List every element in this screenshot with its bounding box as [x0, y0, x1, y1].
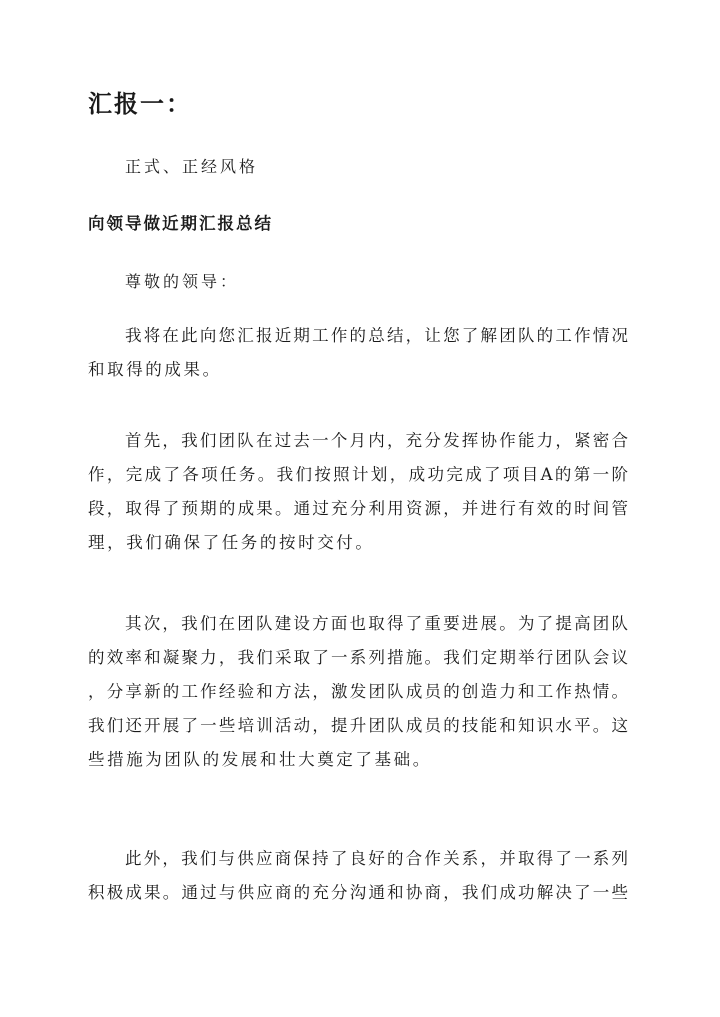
text-line: 首先，我们团队在过去一个月内，充分发挥协作能力，紧密合 — [125, 431, 628, 450]
text-line: 些措施为团队的发展和壮大奠定了基础。 — [88, 750, 432, 769]
text-line: 的效率和凝聚力，我们采取了一系列措施。我们定期举行团队会议 — [88, 648, 628, 667]
text-line: 积极成果。通过与供应商的充分沟通和协商，我们成功解决了一些 — [88, 883, 628, 902]
text-line: 理，我们确保了任务的按时交付。 — [88, 533, 375, 552]
paragraph — [88, 319, 648, 387]
text-line: 我将在此向您汇报近期工作的总结，让您了解团队的工作情况 — [125, 326, 628, 345]
paragraph — [88, 424, 648, 560]
paragraph — [88, 842, 648, 910]
document-title: 向领导做近期汇报总结 — [88, 214, 273, 233]
text-line: 作，完成了各项任务。我们按照计划，成功完成了项目A的第一阶 — [88, 465, 628, 484]
salutation: 尊敬的领导： — [125, 272, 240, 291]
text-line: 其次，我们在团队建设方面也取得了重要进展。为了提高团队 — [125, 614, 628, 633]
style-note: 正式、正经风格 — [125, 157, 259, 176]
text-line: ，分享新的工作经验和方法，激发团队成员的创造力和工作热情。 — [88, 682, 628, 701]
text-line: 和取得的成果。 — [88, 360, 222, 379]
text-line: 我们还开展了一些培训活动，提升团队成员的技能和知识水平。这 — [88, 716, 628, 735]
section-heading: 汇报一： — [88, 89, 192, 118]
text-line: 段，取得了预期的成果。通过充分利用资源，并进行有效的时间管 — [88, 499, 628, 518]
text-line: 此外，我们与供应商保持了良好的合作关系，并取得了一系列 — [125, 849, 628, 868]
paragraph — [88, 607, 648, 777]
